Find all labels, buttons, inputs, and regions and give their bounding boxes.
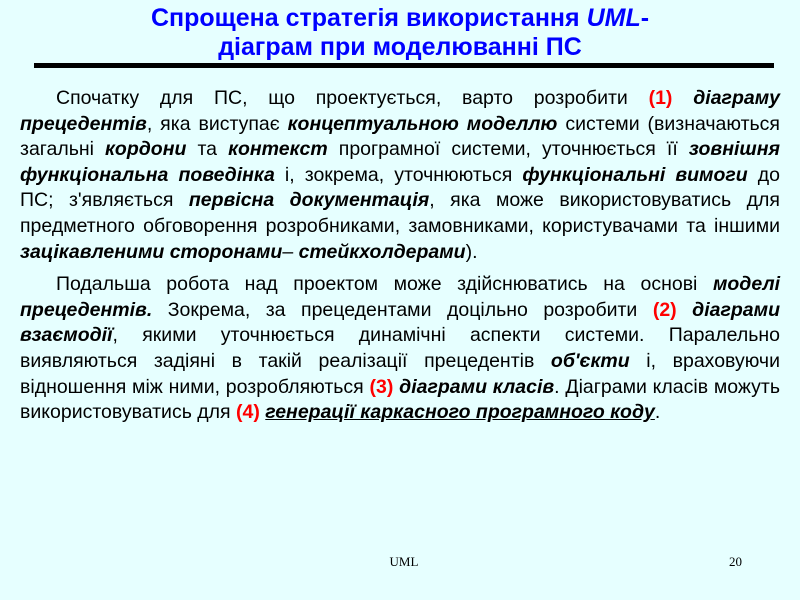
text-segment: , яка виступає (146, 112, 288, 135)
title-line-1-prefix: Спрощена стратегія використання (150, 4, 587, 32)
keyword-functional-requirements: функціональні вимоги (522, 163, 748, 186)
keyword-boundaries: кордони (105, 138, 187, 161)
keyword-objects: об'єкти (550, 349, 630, 372)
keyword-conceptual-model: концептуальною моделлю (287, 112, 558, 135)
text-segment: – (282, 240, 299, 263)
paragraph-further-work (20, 272, 780, 426)
text-segment: програмної системи, уточнюється її (327, 138, 689, 161)
keyword-use-case-model: моделі прецедентів. (20, 273, 780, 321)
title-divider (34, 63, 774, 68)
title-uml-term: UML (586, 4, 641, 32)
text-segment: , якими уточнюється динамічні аспекти системи. Паралельно виявляються задіяні в такій реалізації прецедентів (20, 324, 780, 372)
slide-title (30, 4, 770, 62)
step-number-4: (4) (236, 401, 260, 424)
footer-label: UML (389, 554, 419, 569)
keyword-use-case-diagram: діаграму прецедентів (20, 87, 780, 135)
text-segment: , яка може використовуватись для предметного обговорення розробниками, замовниками, користувачами та іншими (20, 189, 780, 237)
text-segment: ). (465, 240, 478, 263)
keyword-class-diagrams: діаграми класів (399, 375, 555, 398)
title-line-1-suffix: - (640, 4, 650, 32)
keyword-initial-documentation: первісна документація (188, 189, 430, 212)
keyword-external-behavior: зовнішня функціональна поведінка (20, 138, 780, 186)
title-line-1 (30, 4, 770, 33)
text-segment: та (186, 138, 229, 161)
title-line-2: діаграм при моделюванні ПС (218, 33, 582, 61)
keyword-interaction-diagrams: діаграми взаємодії (20, 298, 780, 347)
text-segment: системи (визначаються загальні (20, 112, 780, 161)
text-segment: і, зокрема, уточнюються (274, 163, 523, 186)
keyword-context: контекст (228, 138, 328, 161)
text-segment: і, враховуючи відношення між ними, розробляються (20, 349, 780, 398)
step-number-3: (3) (369, 375, 394, 398)
text-segment: Спочатку для ПС, що проектується, варто розробити (56, 87, 649, 109)
text-segment: . Діаграми класів можуть використовуватись для (20, 375, 780, 424)
text-segment: Подальша робота над проектом може здійснюватись на основі (56, 273, 713, 296)
keyword-interested-parties: зацікавленими сторонами (20, 240, 283, 263)
page-number: 20 (729, 554, 742, 569)
paragraph-use-case-diagram (20, 86, 780, 265)
keyword-stakeholders: стейкхолдерами (298, 240, 466, 263)
slide-body (20, 86, 780, 426)
text-segment: Зокрема, за прецедентами доцільно розробити (152, 298, 653, 321)
keyword-code-generation: генерації каркасного програмного коду (265, 401, 655, 424)
text-segment: . (654, 401, 661, 424)
step-number-1: (1) (648, 87, 673, 109)
text-segment: до ПС; з'являється (20, 163, 780, 212)
step-number-2: (2) (652, 298, 677, 321)
